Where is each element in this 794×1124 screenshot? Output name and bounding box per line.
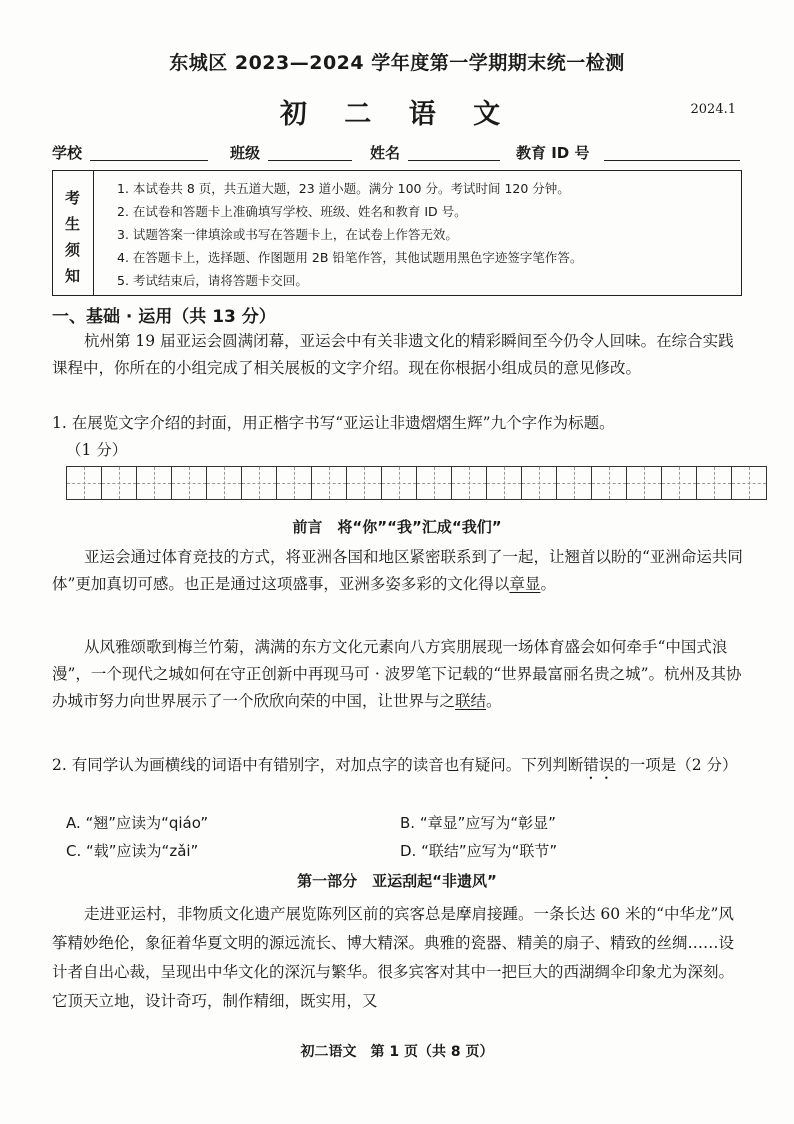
grid-cell[interactable] xyxy=(522,467,557,499)
notice-item: 1. 本试卷共 8 页，共五道大题，23 道小题。满分 100 分。考试时间 120 分钟。 xyxy=(117,181,570,196)
preface-text: 。 xyxy=(486,692,502,710)
grid-cell[interactable] xyxy=(662,467,697,499)
grid-cell[interactable] xyxy=(487,467,522,499)
notice-char: 考 xyxy=(65,189,81,207)
preface-text: 亚运会通过体育竞技的方式，将亚洲各国和地区紧密联系到了一起，让翘首以盼的“亚洲命运共同体”更加真切可感。也正是通过这项盛事，亚洲多姿多彩的文化得以 xyxy=(52,548,743,593)
exam-date: 2024.1 xyxy=(690,102,736,117)
grid-cell[interactable] xyxy=(172,467,207,499)
underlined-word-zhangxian: 章显 xyxy=(509,575,541,593)
subject-title: 初 二 语 文 xyxy=(279,99,515,130)
preface-paragraph-2 xyxy=(52,634,746,715)
grid-cell[interactable] xyxy=(592,467,627,499)
section-intro: 杭州第 19 届亚运会圆满闭幕，亚运会中有关非遗文化的精彩瞬间至今仍令人回味。在综合实践课程中，你所在的小组完成了相关展板的文字介绍。现在你根据小组成员的意见修改。 xyxy=(52,332,734,377)
grid-cell[interactable] xyxy=(382,467,417,499)
option-c[interactable]: C. “载”应读为“zǎi” xyxy=(66,842,199,860)
preface-title: 前言 将“你”“我”汇成“我们” xyxy=(292,518,502,536)
student-info-row xyxy=(52,142,742,164)
question-1 xyxy=(52,410,746,464)
notice-char: 知 xyxy=(65,267,81,285)
notice-heading xyxy=(53,171,94,295)
underlined-word-lianjie: 联结 xyxy=(455,692,487,710)
option-a[interactable]: A. “翘”应读为“qiáo” xyxy=(66,814,209,832)
class-label: 班级 xyxy=(230,144,261,162)
grid-cell[interactable] xyxy=(312,467,347,499)
q2-emphasis: 错误 xyxy=(583,756,615,774)
edu-id-label: 教育 ID 号 xyxy=(516,144,590,162)
preface-paragraph-1 xyxy=(52,544,746,598)
grid-cell[interactable] xyxy=(207,467,242,499)
notice-item: 5. 考试结束后，请将答题卡交回。 xyxy=(117,273,308,288)
notice-item: 3. 试题答案一律填涂或书写在答题卡上，在试卷上作答无效。 xyxy=(117,227,458,242)
preface-text: 从风雅颂歌到梅兰竹菊，满满的东方文化元素向八方宾朋展现一场体育盛会如何牵手“中国式浪漫”，一个现代之城如何在守正创新中再现马可 · 波罗笔下记载的“世界最富丽名贵之城”。杭州及其协办城市努力向世界展示了一个欣欣向荣的中国，让世界与之 xyxy=(52,638,742,710)
grid-cell[interactable] xyxy=(242,467,277,499)
school-blank[interactable] xyxy=(90,160,208,161)
grid-cell[interactable] xyxy=(627,467,662,499)
grid-cell[interactable] xyxy=(417,467,452,499)
q2-text: 的一项是（2 分） xyxy=(614,756,738,774)
preface-text: 。 xyxy=(540,575,556,593)
part-1-paragraph: 走进亚运村，非物质文化遗产展览陈列区前的宾客总是摩肩接踵。一条长达 60 米的“中华龙”风筝精妙绝伦，象征着华夏文明的源远流长、博大精深。典雅的瓷器、精美的扇子、精致的丝绸……设计者自出心裁，呈现出中华文化的深沉与繁华。很多宾客对其中一把巨大的西湖绸伞印象尤为深刻。它顶天立地，设计奇巧，制作精细，既实用，又 xyxy=(52,905,735,1010)
candidate-notice-box xyxy=(52,170,742,296)
grid-cell[interactable] xyxy=(347,467,382,499)
option-b[interactable]: B. “章显”应写为“彰显” xyxy=(400,814,556,832)
page-footer: 初二语文 第 1 页（共 8 页） xyxy=(300,1044,494,1060)
grid-cell[interactable] xyxy=(732,467,766,499)
notice-item: 2. 在试卷和答题卡上准确填写学校、班级、姓名和教育 ID 号。 xyxy=(117,204,467,219)
question-2-stem xyxy=(52,752,746,783)
notice-item: 4. 在答题卡上，选择题、作图题用 2B 铅笔作答，其他试题用黑色字迹签字笔作答。 xyxy=(117,250,583,265)
grid-cell[interactable] xyxy=(137,467,172,499)
question-1-text: 1. 在展览文字介绍的封面，用正楷字书写“亚运让非遗熠熠生辉”九个字作为标题。 xyxy=(52,414,615,432)
exam-title: 东城区 2023—2024 学年度第一学期期末统一检测 xyxy=(169,52,625,74)
writing-grid[interactable] xyxy=(66,466,767,500)
name-blank[interactable] xyxy=(408,160,500,161)
option-d[interactable]: D. “联结”应写为“联节” xyxy=(400,842,558,860)
name-label: 姓名 xyxy=(370,144,401,162)
edu-id-blank[interactable] xyxy=(604,160,740,161)
grid-cell[interactable] xyxy=(67,467,102,499)
grid-cell[interactable] xyxy=(697,467,732,499)
grid-cell[interactable] xyxy=(557,467,592,499)
section-heading: 一、基础 · 运用（共 13 分） xyxy=(52,307,276,327)
notice-char: 生 xyxy=(65,215,81,233)
class-blank[interactable] xyxy=(268,160,352,161)
grid-cell[interactable] xyxy=(277,467,312,499)
grid-cell[interactable] xyxy=(102,467,137,499)
notice-char: 须 xyxy=(65,241,81,259)
part-1-title: 第一部分 亚运刮起“非遗风” xyxy=(297,872,497,890)
school-label: 学校 xyxy=(52,144,83,162)
grid-cell[interactable] xyxy=(452,467,487,499)
question-1-score: （1 分） xyxy=(66,441,128,459)
notice-list xyxy=(117,177,582,292)
q2-text: 2. 有同学认为画横线的词语中有错别字，对加点字的读音也有疑问。下列判断 xyxy=(52,756,584,774)
